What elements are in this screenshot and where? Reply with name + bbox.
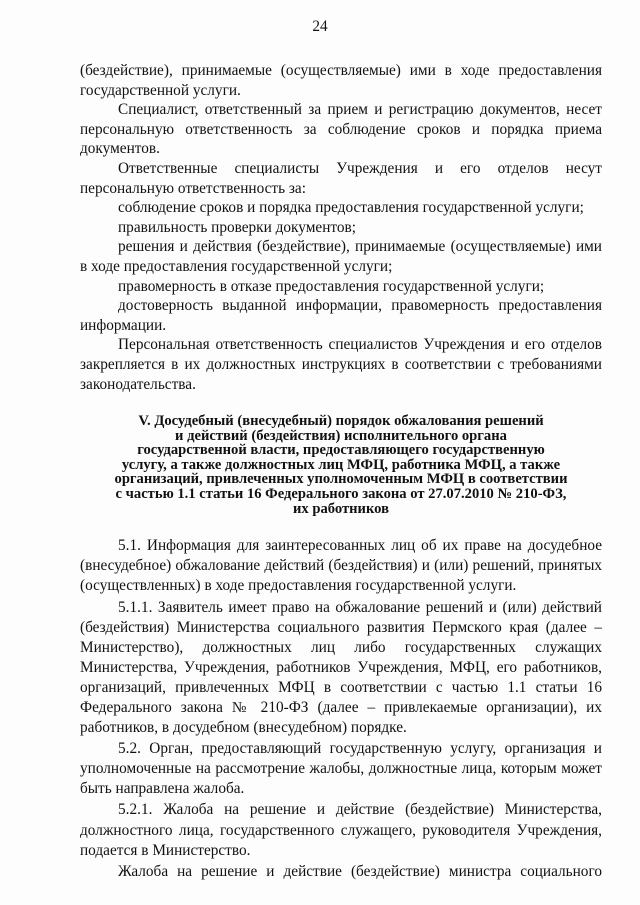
responsibility-section <box>80 61 602 394</box>
page-number: 24 <box>312 18 328 35</box>
heading-line: их работников <box>293 500 389 517</box>
paragraph: Ответственные специалисты Учреждения и его отделов несут персональную ответственность за: <box>80 159 602 197</box>
heading-line: государственной власти, предоставляющего государственную <box>137 442 545 459</box>
heading-line: с частью 1.1 статьи 16 Федерального закона от 27.07.2010 № 210-ФЗ, <box>115 486 567 503</box>
heading-line: организаций, привлеченных уполномоченным МФЦ в соответствии <box>114 471 568 488</box>
heading-line: услугу, а также должностных лиц МФЦ, работника МФЦ, а также <box>121 456 561 473</box>
heading-line: V. Досудебный (внесудебный) порядок обжалования решений <box>138 413 544 430</box>
paragraph: 5.1.1. Заявитель имеет право на обжалование решений и (или) действий (бездействия) Министерства социального развития Пермского края (далее – Министерство), должностных лиц либо государственных служащих Министерства, Учреждения, работников Учреждения, МФЦ, его работников, организаций, привлеченных МФЦ в соответствии с частью 1.1 статьи 16 Федерального закона № 210-ФЗ (далее – привлекаемые организации), их работников, в досудебном (внесудебном) порядке. <box>80 598 602 737</box>
list-item: правильность проверки документов; <box>118 218 356 236</box>
paragraph: 5.2.1. Жалоба на решение и действие (бездействие) Министерства, должностного лица, государственного служащего, руководителя Учреждения, подается в Министерство. <box>80 801 602 859</box>
heading-line: и действий (бездействия) исполнительного органа <box>175 427 507 444</box>
list-item: соблюдение сроков и порядка предоставления государственной услуги; <box>118 199 584 217</box>
paragraph: Специалист, ответственный за прием и регистрацию документов, несет персональную ответственность за соблюдение сроков и порядка приема документов. <box>80 101 602 158</box>
paragraph: Персональная ответственность специалистов Учреждения и его отделов закрепляется в их должностных инструкциях в соответствии с требованиями законодательства. <box>80 336 602 393</box>
list-item: решения и действия (бездействие), принимаемые (осуществляемые) ими в ходе предоставления государственной услуги; <box>80 238 602 275</box>
appeal-procedure-section <box>80 536 602 882</box>
paragraph: 5.1. Информация для заинтересованных лиц об их праве на досудебное (внесудебное) обжалование действий (бездействия) и (или) решений, принятых (осуществленных) в ходе предоставления государственной услуги. <box>80 537 602 595</box>
paragraph: 5.2. Орган, предоставляющий государственную услугу, организация и уполномоченные на рассмотрение жалобы, должностные лица, которым может быть направлена жалоба. <box>80 740 602 798</box>
list-item: достоверность выданной информации, правомерность предоставления информации. <box>80 297 602 334</box>
paragraph: (бездействие), принимаемые (осуществляемые) ими в ходе предоставления государственной услуги. <box>80 62 602 99</box>
paragraph: Жалоба на решение и действие (бездействие) министра социального <box>118 862 602 880</box>
section-heading <box>80 414 602 516</box>
document-body <box>80 61 602 883</box>
list-item: правомерность в отказе предоставления государственной услуги; <box>118 277 545 295</box>
